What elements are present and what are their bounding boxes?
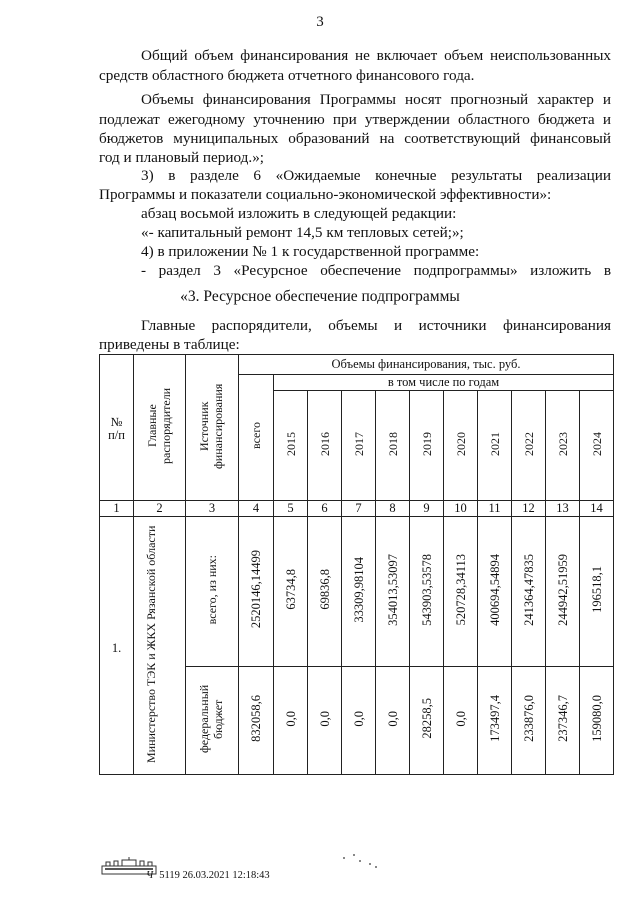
year-value: 354013,53097	[385, 553, 400, 626]
year-label: 2016	[317, 431, 332, 456]
body-line-1: Общий объем финансирования не включает объем неиспользованных	[141, 47, 611, 64]
total-value: 832058,6	[249, 695, 263, 742]
body-line-9: абзац восьмой изложить в следующей редакции:	[141, 205, 457, 222]
year-value: 63734,8	[283, 569, 298, 610]
source-label: федеральный бюджет	[197, 684, 225, 753]
column-number: 10	[444, 501, 478, 517]
year-value: 543903,53578	[419, 553, 434, 626]
year-value: 0,0	[317, 710, 332, 727]
value-cell	[342, 517, 376, 667]
row-number: 1.	[100, 517, 134, 775]
total-value: 2520146,14499	[249, 550, 263, 629]
year-value: 0,0	[453, 710, 468, 727]
value-cell	[580, 667, 614, 775]
year-label: 2015	[283, 431, 298, 456]
intro-line-1: Главные распорядители, объемы и источники финансирования	[141, 317, 611, 334]
year-value: 69836,8	[317, 569, 332, 610]
header-total-label: всего	[249, 421, 263, 450]
value-cell	[512, 517, 546, 667]
body-line-11: 4) в приложении № 1 к государственной программе:	[141, 243, 480, 260]
value-cell	[478, 517, 512, 667]
column-number: 13	[546, 501, 580, 517]
total-cell	[239, 517, 274, 667]
year-label: 2023	[555, 431, 570, 456]
year-value: 173497,4	[487, 695, 502, 742]
body-line-3: Объемы финансирования Программы носят прогнозный характер и	[141, 91, 611, 108]
year-header	[308, 391, 342, 501]
year-value: 400694,54894	[487, 553, 502, 626]
value-cell	[376, 667, 410, 775]
value-cell	[512, 667, 546, 775]
section-heading: «3. Ресурсное обеспечение подпрограммы	[180, 288, 460, 305]
value-cell	[274, 667, 308, 775]
column-number: 12	[512, 501, 546, 517]
page-number: 3	[316, 14, 324, 30]
column-number: 1	[100, 501, 134, 517]
value-cell	[444, 667, 478, 775]
year-value: 244942,51959	[555, 553, 570, 626]
year-value: 0,0	[351, 710, 366, 727]
value-cell	[308, 667, 342, 775]
year-header	[546, 391, 580, 501]
intro-line-2: приведены в таблице:	[99, 336, 240, 353]
value-cell	[410, 517, 444, 667]
year-header	[274, 391, 308, 501]
year-label: 2020	[453, 431, 468, 456]
body-line-5: бюджетов муниципальных образований на соответствующий финансовый	[99, 130, 611, 147]
column-number: 5	[274, 501, 308, 517]
value-cell	[342, 667, 376, 775]
body-line-7: 3) в разделе 6 «Ожидаемые конечные результаты реализации	[141, 167, 611, 184]
year-value: 159080,0	[589, 695, 604, 742]
body-line-2: средств областного бюджета отчетного финансового года.	[99, 67, 475, 84]
year-header	[478, 391, 512, 501]
value-cell	[376, 517, 410, 667]
column-number: 7	[342, 501, 376, 517]
column-number: 9	[410, 501, 444, 517]
year-label: 2022	[521, 431, 536, 456]
year-label: 2017	[351, 431, 366, 456]
source-cell	[186, 517, 239, 667]
value-cell	[308, 517, 342, 667]
scan-marks-icon	[340, 852, 380, 872]
year-value: 196518,1	[589, 566, 604, 613]
year-value: 0,0	[385, 710, 400, 727]
value-cell	[580, 517, 614, 667]
year-header	[342, 391, 376, 501]
column-number: 8	[376, 501, 410, 517]
column-number: 3	[186, 501, 239, 517]
header-source	[186, 355, 239, 501]
header-source-label: Источник финансирования	[197, 382, 225, 469]
value-cell	[274, 517, 308, 667]
year-header	[410, 391, 444, 501]
year-header	[580, 391, 614, 501]
year-value: 233876,0	[521, 695, 536, 742]
year-header	[512, 391, 546, 501]
value-cell	[410, 667, 444, 775]
year-value: 0,0	[283, 710, 298, 727]
value-cell	[444, 517, 478, 667]
year-label: 2018	[385, 431, 400, 456]
header-managers-label: Главные распорядители	[144, 387, 173, 464]
source-cell	[186, 667, 239, 775]
column-number: 4	[239, 501, 274, 517]
body-line-12: - раздел 3 «Ресурсное обеспечение подпрограммы» изложить в	[141, 262, 611, 279]
year-value: 241364,47835	[521, 553, 536, 626]
year-value: 33309,98104	[351, 556, 366, 623]
total-cell	[239, 667, 274, 775]
year-value: 520728,34113	[453, 553, 468, 626]
value-cell	[546, 667, 580, 775]
body-line-4: подлежат ежегодному уточнению при утверждении областного бюджета и	[99, 111, 611, 128]
body-line-6: год и плановый период.»;	[99, 149, 265, 166]
column-number: 14	[580, 501, 614, 517]
value-cell	[478, 667, 512, 775]
manager-label: Министерство ТЭК и ЖКХ Рязанской области	[143, 524, 158, 763]
body-line-8: Программы и показатели социально-экономической эффективности»:	[99, 186, 552, 203]
year-header	[376, 391, 410, 501]
footer-mark: Ч	[146, 870, 154, 881]
year-label: 2021	[487, 431, 502, 456]
header-by-years: в том числе по годам	[274, 375, 614, 391]
value-cell	[546, 517, 580, 667]
footer-text: 5119 26.03.2021 12:18:43	[159, 870, 270, 881]
manager-cell	[134, 517, 186, 775]
source-label: всего, из них:	[205, 554, 219, 625]
body-line-10: «- капитальный ремонт 14,5 км тепловых сетей;»;	[141, 224, 464, 241]
year-label: 2024	[589, 431, 604, 456]
column-number: 2	[134, 501, 186, 517]
year-header	[444, 391, 478, 501]
header-volume: Объемы финансирования, тыс. руб.	[239, 355, 614, 375]
header-no: № п/п	[100, 355, 134, 501]
column-number: 6	[308, 501, 342, 517]
year-value: 237346,7	[555, 695, 570, 742]
financing-table	[99, 354, 614, 775]
year-label: 2019	[419, 431, 434, 456]
header-managers	[134, 355, 186, 501]
footer-registration	[146, 870, 270, 881]
year-value: 28258,5	[419, 698, 434, 739]
header-total	[239, 375, 274, 501]
column-number: 11	[478, 501, 512, 517]
